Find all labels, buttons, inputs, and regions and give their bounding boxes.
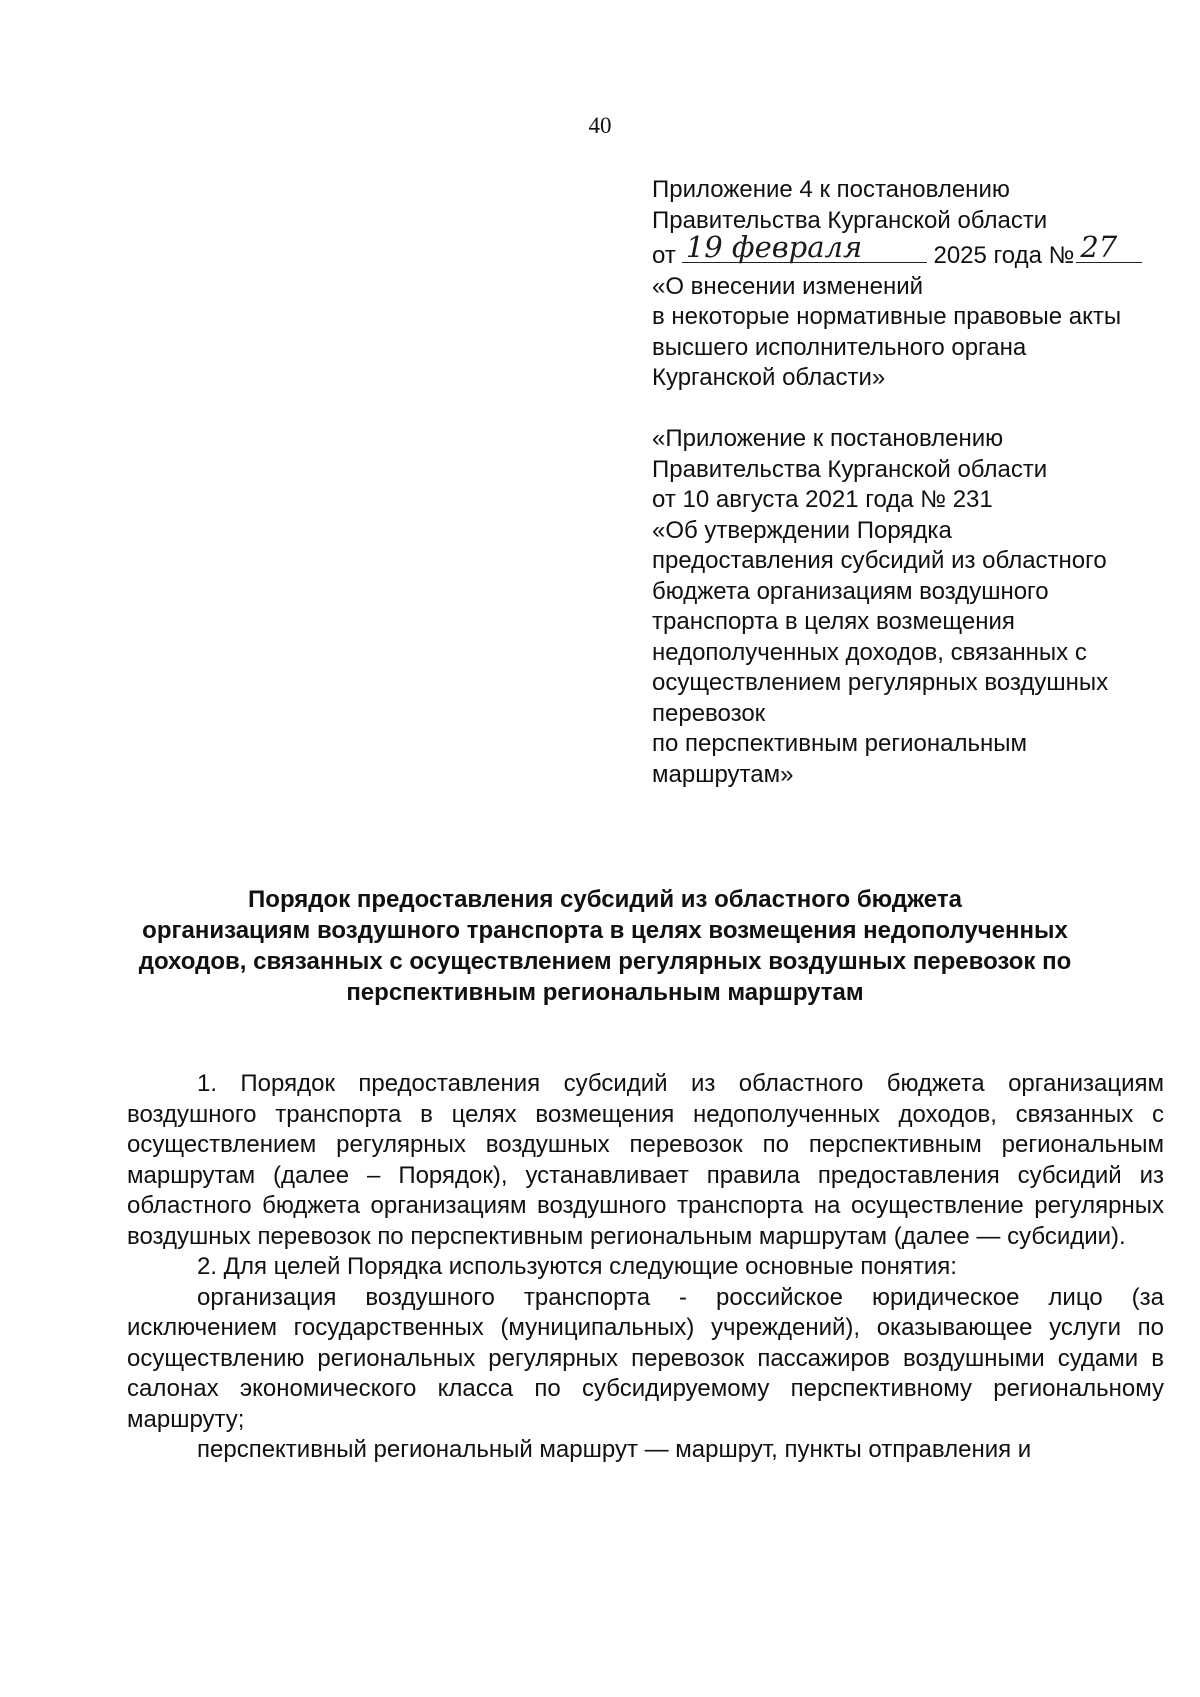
original-appendix-line: по перспективным региональным bbox=[652, 730, 1027, 757]
original-appendix-line: бюджета организациям воздушного bbox=[652, 577, 1049, 605]
handwritten-number: 27 bbox=[1080, 230, 1118, 264]
original-appendix-line: предоставления субсидий из областного bbox=[652, 547, 1107, 574]
document-title-line: организациям воздушного транспорта в целях возмещения недополученных bbox=[142, 917, 1068, 944]
document-title bbox=[120, 884, 1090, 1008]
body-paragraph: 1. Порядок предоставления субсидий из областного бюджета организациям воздушного транспорта в целях возмещения недополученных доходов, связанных с осуществлением регулярных воздушных перевозок по перспективным региональным маршрутам (далее – Порядок), устанавливает правила предоставления субсидий из областного бюджета организациям воздушного транспорта на осуществление регулярных воздушных перевозок по перспективным региональным маршрутам (далее — субсидии). bbox=[127, 1070, 1164, 1250]
original-appendix-line: от 10 августа 2021 года № 231 bbox=[652, 486, 993, 513]
original-appendix-line: перевозок bbox=[652, 699, 766, 727]
original-appendix-line: «Приложение к постановлению bbox=[652, 425, 1004, 452]
appendix-header-line: Правительства Курганской области bbox=[652, 206, 1048, 234]
original-appendix-line: «Об утверждении Порядка bbox=[652, 516, 952, 544]
date-prefix: от bbox=[652, 242, 676, 269]
appendix-date-line bbox=[652, 230, 1182, 272]
appendix-header-line: в некоторые нормативные правовые акты bbox=[652, 303, 1122, 330]
original-appendix-line: транспорта в целях возмещения bbox=[652, 608, 1015, 635]
appendix-header-line: «О внесении изменений bbox=[652, 272, 924, 300]
document-title-line: Порядок предоставления субсидий из областного бюджета bbox=[248, 886, 962, 913]
handwritten-number-field bbox=[1076, 230, 1142, 264]
page-number: 40 bbox=[588, 113, 612, 138]
original-appendix-header bbox=[652, 424, 1182, 790]
document-title-line: доходов, связанных с осуществлением регулярных воздушных перевозок по bbox=[138, 948, 1072, 975]
appendix-header-line: Приложение 4 к постановлению bbox=[652, 176, 1010, 203]
appendix-header-line: высшего исполнительного органа bbox=[652, 333, 1027, 361]
document-title-line: перспективным региональным маршрутам bbox=[346, 979, 864, 1006]
body-paragraph: 2. Для целей Порядка используются следующие основные понятия: bbox=[197, 1253, 957, 1280]
body-paragraph: организация воздушного транспорта - российское юридическое лицо (за исключением государственных (муниципальных) учреждений), оказывающее услуги по осуществлению региональных регулярных перевозок пассажиров воздушными судами в салонах экономического класса по субсидируемому перспективному региональному маршруту; bbox=[127, 1283, 1164, 1433]
original-appendix-line: маршрутам» bbox=[652, 760, 794, 788]
year-number-label: 2025 года № bbox=[933, 242, 1075, 269]
original-appendix-line: недополученных доходов, связанных с bbox=[652, 638, 1087, 666]
appendix-header bbox=[652, 175, 1182, 394]
body-paragraph: перспективный региональный маршрут — маршрут, пункты отправления и bbox=[197, 1436, 1032, 1463]
original-appendix-line: осуществлением регулярных воздушных bbox=[652, 669, 1109, 696]
handwritten-date: 19 февраля bbox=[685, 230, 863, 264]
handwritten-date-field bbox=[682, 230, 927, 264]
original-appendix-line: Правительства Курганской области bbox=[652, 455, 1048, 483]
document-body bbox=[127, 1069, 1164, 1466]
appendix-header-line: Курганской области» bbox=[652, 364, 886, 391]
